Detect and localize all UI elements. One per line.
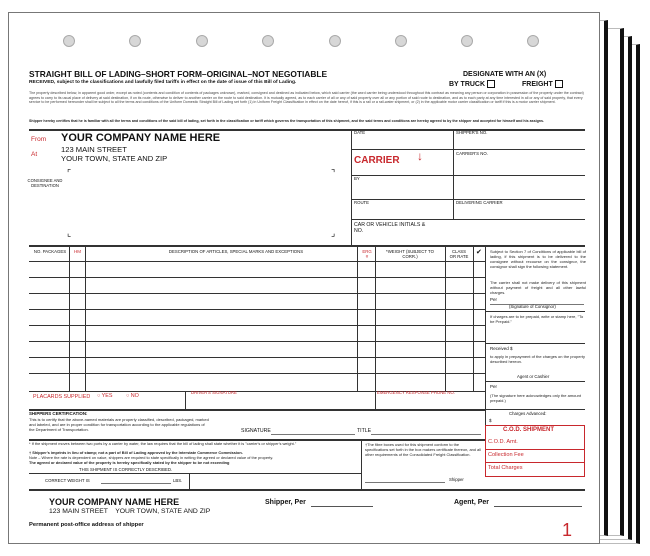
freight-checkbox[interactable] <box>555 80 563 88</box>
table-row-rule <box>29 277 485 278</box>
charges-dollar-label: $ <box>489 418 492 423</box>
table-row-rule <box>29 293 485 294</box>
if-charges-text: If charges are to be prepaid, write or stamp here, "To be Prepaid." <box>490 314 584 324</box>
charges-advanced-label: Charges Advanced: <box>509 411 547 416</box>
binding-hole <box>129 35 141 47</box>
binding-hole <box>196 35 208 47</box>
carrier-shall-text: The carrier shall not make delivery of this shipment without payment of freight and all other lawful charges. <box>490 280 586 295</box>
emergency-phone-label: EMERGENCY RESPONSE PHONE NO. <box>377 390 455 395</box>
permanent-address-label: Permanent post-office address of shipper <box>29 522 144 528</box>
footnote-agreed: The agreed or declared value of the property is hereby specifically stated by the shipper to be not exceeding <box>29 460 230 465</box>
placards-label: PLACARDS SUPPLIED <box>33 394 91 400</box>
placards-no-option[interactable]: ○ NO <box>126 393 139 399</box>
binding-hole <box>527 35 539 47</box>
col-divider <box>85 245 86 391</box>
fibre-sign-rule <box>365 482 445 483</box>
col-divider <box>485 245 486 425</box>
freight-label: FREIGHT <box>522 80 553 88</box>
table-row-rule <box>29 341 485 342</box>
bill-of-lading-sheet <box>8 12 600 544</box>
side-rule <box>485 381 585 382</box>
col-check-icon: ✔ <box>476 249 482 256</box>
placards-yes-label: YES <box>101 393 113 399</box>
col-divider <box>473 245 474 391</box>
binding-hole <box>262 35 274 47</box>
shipper-per-rule <box>311 506 373 507</box>
signature-label: SIGNATURE <box>241 428 271 434</box>
agent-cashier-label: Agent or Cashier <box>517 374 550 379</box>
shipper-street: 123 MAIN STREET <box>61 145 127 154</box>
side-rule <box>485 311 585 312</box>
field-divider <box>351 149 585 150</box>
cod-rule <box>485 462 585 463</box>
fibre-divider <box>361 439 362 489</box>
field-divider <box>453 199 454 219</box>
shipper-city: YOUR TOWN, STATE AND ZIP <box>61 154 168 163</box>
bottom-company-name: YOUR COMPANY NAME HERE <box>49 497 180 507</box>
placards-rule <box>29 409 485 411</box>
side-rule <box>485 409 585 410</box>
shipper-per-label: Shipper, Per <box>265 499 306 506</box>
footnote-imprint: † Shipper's imprints in lieu of stamp; not a part of Bill of Lading approved by the Interstate Commerce Commission. <box>29 450 243 455</box>
table-header-rule <box>29 261 485 262</box>
col-divider <box>445 245 446 391</box>
col-divider <box>375 245 376 391</box>
consignee-corner-icon: ⌝ <box>331 168 336 178</box>
col-erg: ERG # <box>362 249 372 259</box>
bottom-address: 123 MAIN STREET YOUR TOWN, STATE AND ZIP <box>49 508 211 515</box>
by-truck-label: BY TRUCK <box>449 80 486 88</box>
cod-amt-label: C.O.D. Amt. <box>488 439 518 445</box>
footnote-bottom-rule <box>29 489 585 491</box>
agent-per-rule <box>494 506 582 507</box>
col-divider <box>357 245 358 391</box>
binding-hole <box>329 35 341 47</box>
received-dollar-label: Received $ <box>490 346 513 351</box>
cod-title: C.O.D. SHIPMENT <box>503 427 555 433</box>
signature-rule <box>271 434 355 435</box>
route-label: ROUTE <box>354 200 370 205</box>
to-apply-text: to apply in prepayment of the charges on the property described hereon. <box>490 354 585 364</box>
correct-weight-label: CORRECT WEIGHT IS <box>45 478 90 483</box>
terms-fine-print: The property described below, in apparent good order, except as noted (contents and condition of contents of packages unknown), marked, consigned and destined as indicated below, which said carrier (the word carrier being understood throughout this contract as meaning any person or corporation in possession of the property under the contract) agrees to carry to its usual place of delivery at said destination, if on its route, otherwise to deliver to another carrier on the route to said destination. It is mutually agreed, as to each carrier of all or any of said property over all or any portion of said route to destination, and as to each party at any time interested in all or any of said property, that every service to be performed hereunder shall be subject to all the terms and conditions of the Uniform Domestic Straight Bill of Lading set forth (1) in Uniform Freight Classification in effect on the date hereof, if this is a rail or a rail-water shipment, or (2) in the applicable motor carrier classification or tariff if this is a motor carrier shipment. <box>29 91 584 105</box>
shippers-no-label: SHIPPER'S NO. <box>456 130 488 135</box>
sig-acknowledges-text: (The signature here acknowledges only the amount prepaid.) <box>490 393 581 403</box>
footnote-divider <box>189 473 190 489</box>
consignee-label: CONSIGNEE AND DESTINATION <box>27 178 63 188</box>
consignee-corner-icon: ⌞ <box>67 228 72 238</box>
per-label: Per <box>490 297 498 302</box>
binding-hole <box>461 35 473 47</box>
footnote-value-note: Note – Where the rate is dependent on value, shippers are required to state specifically in writing the agreed or declared value of the property. <box>29 455 274 460</box>
table-row-rule <box>29 357 485 358</box>
placards-no-label: NO <box>130 393 139 399</box>
footnote-rule <box>29 473 361 474</box>
col-no-packages: NO. PACKAGES <box>33 249 67 254</box>
col-weight: *WEIGHT (SUBJECT TO CORR.) <box>386 249 434 259</box>
placards-yes-option[interactable]: ○ YES <box>97 393 113 399</box>
binding-hole <box>63 35 75 47</box>
carrier-arrow-icon: ↓ <box>417 149 423 163</box>
title-rule <box>371 434 481 435</box>
by-label: BY <box>354 176 360 181</box>
footnote-water: * If the shipment moves between two ports by a carrier by water, the law requires that the bill of lading shall state whether it is "carrier's or shipper's weight." <box>29 441 297 446</box>
col-hm: HM <box>74 249 81 254</box>
consignor-sig-label: (Signature of Consignor) <box>509 304 556 309</box>
col-description: DESCRIPTION OF ARTICLES, SPECIAL MARKS AND EXCEPTIONS <box>168 249 304 254</box>
side-rule <box>485 343 585 344</box>
freight-option[interactable] <box>522 80 563 88</box>
from-label: From <box>31 136 47 143</box>
field-divider <box>453 129 454 199</box>
shipper-sign-label: Shipper <box>449 477 464 482</box>
at-label: At <box>31 151 38 158</box>
received-text: RECEIVED, subject to the classifications and lawfully filed tariffs in effect on the date of issue of this Bill of Lading. <box>29 80 297 85</box>
cod-rule <box>485 449 585 450</box>
fibre-boxes-text: †The fibre boxes used for this shipment conform to the specifications set forth in the box makers certificate thereon, and all other requirements of the Consolidated Freight Classification. <box>365 442 481 457</box>
car-vehicle-label: CAR OR VEHICLE INITIALS & NO. <box>354 222 426 234</box>
per-label-2: Per <box>490 384 498 389</box>
lbs-label: LBS. <box>173 478 183 483</box>
binding-hole <box>395 35 407 47</box>
designate-label: DESIGNATE WITH AN (X) <box>463 71 547 78</box>
consignee-corner-icon: ⌜ <box>67 168 72 178</box>
consignee-corner-icon: ⌟ <box>331 228 336 238</box>
table-row-rule <box>29 373 485 374</box>
field-divider <box>351 129 352 245</box>
carriers-no-label: CARRIER'S NO. <box>456 151 488 156</box>
drivers-signature-label: DRIVER'S SIGNATURE <box>191 390 237 395</box>
shipper-company-name: YOUR COMPANY NAME HERE <box>61 132 221 144</box>
agent-per-label: Agent, Per <box>454 499 490 506</box>
header-divider <box>29 129 585 131</box>
carrier-label: CARRIER <box>354 155 400 166</box>
col-class: CLASS OR RATE <box>449 249 469 259</box>
table-row-rule <box>29 309 485 310</box>
col-divider <box>375 391 376 409</box>
field-divider <box>351 175 585 176</box>
certification-title: SHIPPERS CERTIFICATION: <box>29 411 88 416</box>
correctly-described-label: THIS SHIPMENT IS CORRECTLY DESCRIBED. <box>79 467 173 472</box>
col-divider <box>185 391 186 409</box>
field-divider <box>351 219 585 220</box>
certification-text: This is to certify that the above-named materials are properly classified, described, packaged, marked and labeled, and are in proper condition for transportation according to the applicable regulations of the Department of Transportation. <box>29 417 209 432</box>
weight-rule <box>101 483 171 484</box>
shipper-hereby-text: Shipper hereby certifies that he is familiar with all the terms and conditions of the said bill of lading, set forth in the classification or tariff which governs the transportation of this shipment, and the said terms and conditions are hereby agreed to by the shipper and accepted for himself and his assigns. <box>29 119 544 123</box>
col-divider <box>69 245 70 391</box>
table-row-rule <box>29 325 485 326</box>
title-label: TITLE <box>357 428 372 434</box>
collection-fee-label: Collection Fee <box>488 452 524 458</box>
by-truck-checkbox[interactable] <box>487 80 495 88</box>
form-title: STRAIGHT BILL OF LADING–SHORT FORM–ORIGINAL–NOT NEGOTIABLE <box>29 69 328 79</box>
total-charges-label: Total Charges <box>488 465 523 471</box>
by-truck-option[interactable] <box>449 80 495 88</box>
table-top-border <box>29 245 585 247</box>
section7-text: Subject to Section 7 of Conditions of applicable bill of lading, if this shipment is to be delivered to the consignee without recourse on the consignor, the consignor shall sign the following statement. <box>490 249 586 269</box>
date-field-label: DATE <box>354 130 366 135</box>
copy-number: 1 <box>562 520 573 540</box>
delivering-carrier-label: DELIVERING CARRIER <box>456 200 503 205</box>
